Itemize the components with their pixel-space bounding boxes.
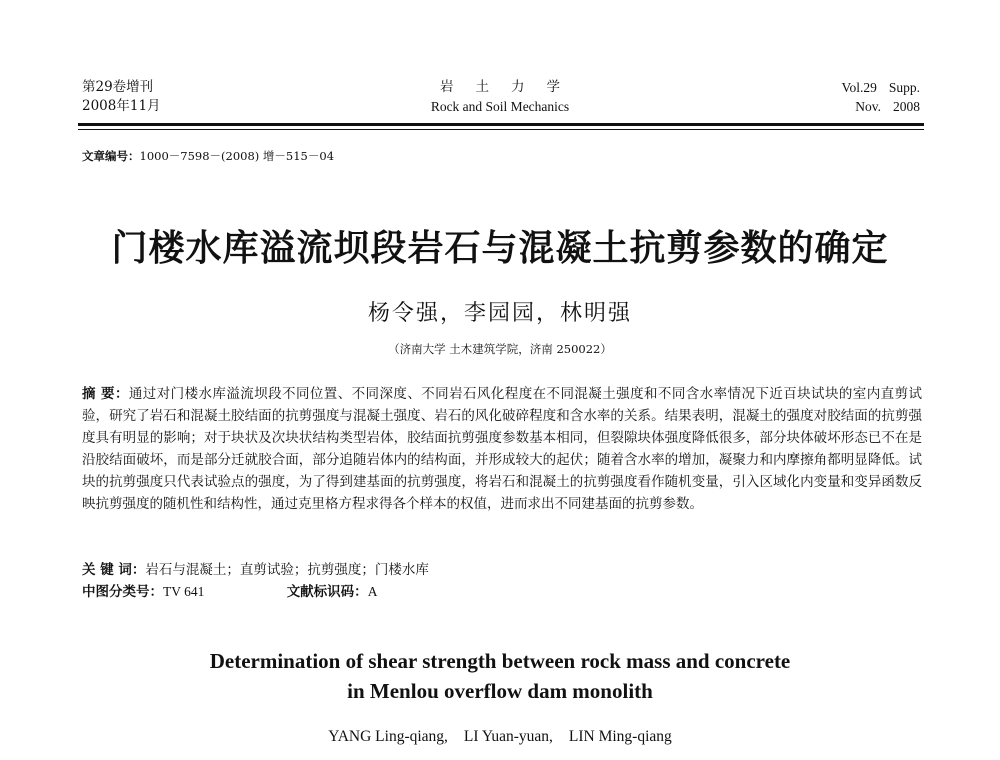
author-en-1: YANG Ling-qiang, [328, 728, 448, 745]
volume-cn: 第29卷增刊 [82, 79, 154, 95]
article-number [82, 148, 334, 164]
paper-title-en-line1: Determination of shear strength between rock mass and concrete [209, 649, 791, 673]
abstract-label: 摘 要： [82, 386, 129, 402]
journal-name-cn: 岩土力学 [440, 79, 582, 95]
paper-title-cn: 门楼水库溢流坝段岩石与混凝土抗剪参数的确定 [111, 228, 889, 269]
journal-volume-info [82, 78, 161, 116]
paper-title-en [0, 646, 1000, 706]
clc-label: 中图分类号： [82, 584, 163, 600]
date-cn: 2008年11月 [82, 98, 161, 114]
keywords-text: 岩石与混凝土；直剪试验；抗剪强度；门楼水库 [145, 562, 429, 578]
doc-code-label: 文献标识码： [286, 584, 368, 600]
authors-cn: 杨令强，李园园，林明强 [367, 301, 632, 326]
authors-en [0, 728, 1000, 746]
keywords [82, 558, 429, 578]
doc-code-value: A [367, 584, 378, 599]
journal-name-en: Rock and Soil Mechanics [430, 99, 570, 114]
classification [82, 580, 377, 600]
header-rule-thin [78, 129, 924, 130]
article-number-value: 1000－7598－(2008) 增－515－04 [139, 149, 335, 163]
paper-title-en-line2: in Menlou overflow dam monolith [347, 679, 653, 703]
year-en: 2008 [893, 99, 920, 114]
journal-issue-info [829, 78, 920, 116]
keywords-label: 关 键 词： [82, 562, 146, 578]
journal-name [360, 78, 640, 116]
article-number-label: 文章编号： [82, 149, 140, 163]
abstract-text: 通过对门楼水库溢流坝段不同位置、不同深度、不同岩石风化程度在不同混凝土强度和不同含水率情况下近百块试块的室内直剪试验，研究了岩石和混凝土胶结面的抗剪强度与混凝土强度、岩石的风化破碎程度和含水率的关系。结果表明，混凝土的强度对胶结面的抗剪强度具有明显的影响；对于块状及次块状结构类型岩体，胶结面抗剪强度参数基本相同，但裂隙块体强度降低很多，部分块体破坏形态已不在是沿胶结面破坏，而是部分迁就胶合面，部分追随岩体内的结构面，并形成较大的起伏；随着含水率的增加，凝聚力和内摩擦角都明显降低。试块的抗剪强度只代表试验点的强度，为了得到建基面的抗剪强度，将岩石和混凝土的抗剪强度看作随机变量，引入区域化内变量和变异函数反映抗剪强度的随机性和结构性，通过克里格方程求得各个样本的权值，进而求出不同建基面的抗剪参数。 [82, 386, 922, 512]
author-en-3: LIN Ming-qiang [568, 728, 672, 745]
supp-en: Supp. [888, 80, 920, 95]
affiliation-cn: （济南大学 土木建筑学院，济南 250022） [388, 342, 612, 356]
month-en: Nov. [855, 99, 881, 114]
clc-value: TV 641 [163, 584, 205, 599]
abstract [82, 383, 922, 515]
volume-en: Vol.29 [841, 80, 877, 95]
header-rule-thick [78, 123, 924, 126]
author-en-2: LI Yuan-yuan, [463, 728, 553, 745]
